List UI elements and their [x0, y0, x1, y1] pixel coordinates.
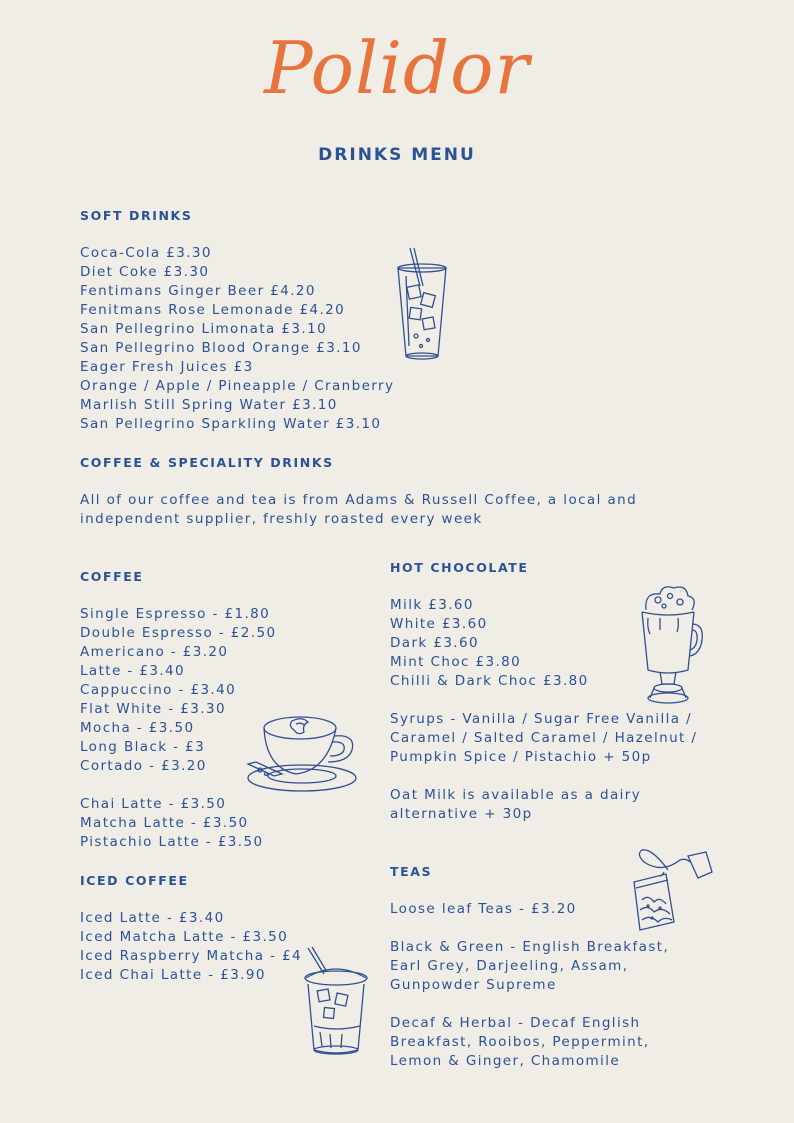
list-item: Iced Matcha Latte - £3.50 [80, 929, 289, 945]
syrups-line: Caramel / Salted Caramel / Hazelnut / [390, 730, 698, 746]
tea-line: Black & Green - English Breakfast, [390, 939, 670, 955]
tea-line: Breakfast, Rooibos, Peppermint, [390, 1034, 650, 1050]
list-item: Cappuccino - £3.40 [80, 682, 237, 698]
list-item: Long Black - £3 [80, 739, 206, 755]
list-item: Iced Raspberry Matcha - £4 [80, 948, 303, 964]
page-title: DRINKS MENU [318, 145, 476, 165]
tea-line: Lemon & Ginger, Chamomile [390, 1053, 621, 1069]
tea-line: Earl Grey, Darjeeling, Assam, [390, 958, 629, 974]
list-item: Iced Latte - £3.40 [80, 910, 225, 926]
brand-logo: Polidor [264, 26, 530, 110]
list-item: Marlish Still Spring Water £3.10 [80, 397, 338, 413]
list-item: Chilli & Dark Choc £3.80 [390, 673, 589, 689]
hot-chocolate-list [390, 596, 589, 691]
list-item: Latte - £3.40 [80, 663, 185, 679]
list-item: Loose leaf Teas - £3.20 [390, 901, 577, 917]
iced-coffee-cup-icon [300, 946, 372, 1056]
teas-heading: TEAS [390, 864, 433, 879]
soft-drinks-list [80, 244, 394, 434]
iced-coffee-heading: ICED COFFEE [80, 873, 189, 888]
coffee-heading: COFFEE [80, 569, 144, 584]
list-item: Milk £3.60 [390, 597, 474, 613]
soft-drinks-heading: SOFT DRINKS [80, 208, 193, 223]
list-item: Orange / Apple / Pineapple / Cranberry [80, 378, 395, 394]
soda-glass-icon [392, 246, 452, 362]
list-item: Fenitmans Rose Lemonade £4.20 [80, 302, 346, 318]
list-item: Chai Latte - £3.50 [80, 796, 227, 812]
syrups-text [390, 710, 697, 767]
list-item: Double Espresso - £2.50 [80, 625, 277, 641]
list-item: Americano - £3.20 [80, 644, 229, 660]
black-green-text [390, 938, 669, 995]
tea-line: Decaf & Herbal - Decaf English [390, 1015, 641, 1031]
iced-coffee-list [80, 909, 302, 985]
list-item: Fentimans Ginger Beer £4.20 [80, 283, 316, 299]
oat-milk-line: alternative + 30p [390, 806, 533, 822]
list-item: Pistachio Latte - £3.50 [80, 834, 264, 850]
tea-bag-icon [622, 842, 714, 934]
list-item: White £3.60 [390, 616, 488, 632]
syrups-line: Syrups - Vanilla / Sugar Free Vanilla / [390, 711, 693, 727]
oat-milk-line: Oat Milk is available as a dairy [390, 787, 642, 803]
list-item: Iced Chai Latte - £3.90 [80, 967, 266, 983]
loose-leaf-text [390, 900, 577, 919]
list-item: Coca-Cola £3.30 [80, 245, 212, 261]
list-item: Dark £3.60 [390, 635, 479, 651]
hot-chocolate-glass-icon [634, 584, 706, 708]
intro-line: All of our coffee and tea is from Adams & Russell Coffee, a local and [80, 492, 638, 508]
hot-chocolate-heading: HOT CHOCOLATE [390, 560, 529, 575]
syrups-line: Pumpkin Spice / Pistachio + 50p [390, 749, 652, 765]
list-item: Diet Coke £3.30 [80, 264, 210, 280]
list-item: Mint Choc £3.80 [390, 654, 522, 670]
list-item: Eager Fresh Juices £3 [80, 359, 254, 375]
tea-line: Gunpowder Supreme [390, 977, 557, 993]
list-item: San Pellegrino Limonata £3.10 [80, 321, 328, 337]
list-item: San Pellegrino Blood Orange £3.10 [80, 340, 362, 356]
list-item: Flat White - £3.30 [80, 701, 226, 717]
coffee-extras-list [80, 795, 263, 852]
list-item: Single Espresso - £1.80 [80, 606, 271, 622]
list-item: Matcha Latte - £3.50 [80, 815, 249, 831]
oat-milk-text [390, 786, 641, 824]
intro-line: independent supplier, freshly roasted every week [80, 511, 483, 527]
list-item: San Pellegrino Sparkling Water £3.10 [80, 416, 382, 432]
speciality-intro [80, 491, 637, 529]
latte-cup-icon [244, 712, 360, 796]
decaf-herbal-text [390, 1014, 650, 1071]
list-item: Cortado - £3.20 [80, 758, 207, 774]
speciality-heading: COFFEE & SPECIALITY DRINKS [80, 455, 334, 470]
list-item: Mocha - £3.50 [80, 720, 195, 736]
